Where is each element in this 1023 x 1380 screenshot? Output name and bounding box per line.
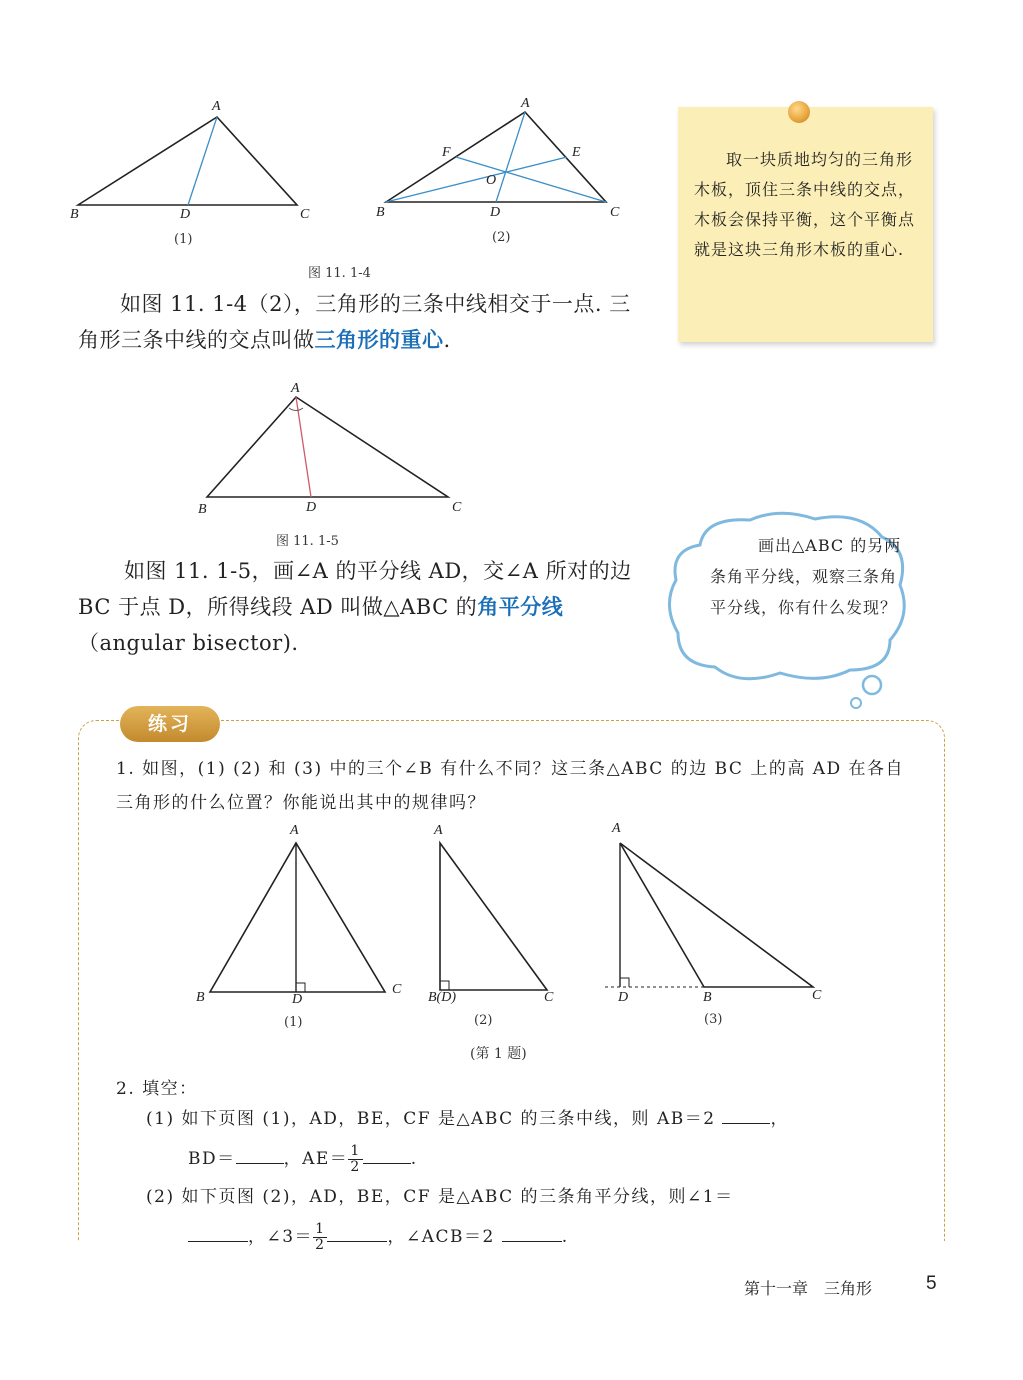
figure-caption: (第 1 题) <box>470 1046 527 1062</box>
vertex-label: D <box>618 990 629 1005</box>
vertex-label: A <box>521 96 530 111</box>
vertex-label: A <box>612 821 621 836</box>
vertex-label: C <box>392 982 402 997</box>
vertex-label: A <box>291 381 300 396</box>
vertex-label: C <box>300 207 310 222</box>
answer-blank[interactable] <box>188 1225 248 1242</box>
vertex-label: C <box>610 205 620 220</box>
vertex-label: O <box>486 173 497 188</box>
fraction-half: $\frac{1}{2}$ <box>350 1143 361 1175</box>
question-2-2-line1: (2) 如下页图 (2)，AD，BE，CF 是△ABC 的三条角平分线，则∠1＝ <box>146 1187 734 1207</box>
exercise-tab: 练习 <box>120 706 220 742</box>
subfigure-caption: (2) <box>474 1013 493 1028</box>
vertex-label: E <box>572 145 581 160</box>
side-note-text: 取一块质地均匀的三角形木板，顶住三条中线的交点，木板会保持平衡，这个平衡点就是这块三角形木板的重心. <box>694 150 916 259</box>
answer-blank[interactable] <box>236 1147 284 1164</box>
vertex-label: C <box>544 990 554 1005</box>
fraction-half: $\frac{1}{2}$ <box>315 1221 326 1253</box>
paragraph-angle-bisector: 如图 11. 1-5，画∠A 的平分线 AD，交∠A 所对的边 BC 于点 D，所得线段 AD 叫做△ABC 的角平分线（angular bisector). <box>78 559 632 655</box>
figure-altitude-acute <box>200 835 400 1000</box>
question-2-1-line2: BD＝ ，AE＝ $\frac{1}{2}$ . <box>188 1143 418 1175</box>
vertex-label: D <box>180 207 191 222</box>
vertex-label: B <box>70 207 79 222</box>
pushpin-icon <box>788 101 810 123</box>
question-1: 1. 如图，(1) (2) 和 (3) 中的三个∠B 有什么不同？这三条△ABC 的边 BC 上的高 AD 在各自三角形的什么位置？你能说出其中的规律吗？ <box>116 759 905 813</box>
vertex-label: D <box>292 992 303 1007</box>
figure-caption: 图 11. 1-5 <box>276 534 339 549</box>
vertex-label: D <box>306 500 317 515</box>
figure-altitude-right <box>430 835 560 1000</box>
vertex-label: C <box>452 500 462 515</box>
vertex-label: B <box>703 990 712 1005</box>
vertex-label: A <box>290 823 299 838</box>
vertex-label: D <box>490 205 501 220</box>
subfigure-caption: (1) <box>174 232 193 247</box>
chapter-title: 第十一章 三角形 <box>744 1279 873 1298</box>
vertex-label: F <box>442 145 451 160</box>
page-number: 5 <box>926 1273 937 1294</box>
subfigure-caption: (1) <box>284 1015 303 1030</box>
question-2-1-line1: (1) 如下页图 (1)，AD，BE，CF 是△ABC 的三条中线，则 AB＝2 ， <box>146 1109 789 1129</box>
figure-caption: 图 11. 1-4 <box>308 266 371 281</box>
vertex-label: A <box>212 99 221 114</box>
cloud-text: 画出△ABC 的另两条角平分线，观察三条角平分线，你有什么发现？ <box>710 536 902 617</box>
vertex-label: C <box>812 988 822 1003</box>
answer-blank[interactable] <box>502 1225 562 1242</box>
answer-blank[interactable] <box>722 1107 770 1124</box>
question-2-title: 2. 填空： <box>116 1079 198 1099</box>
vertex-label: A <box>434 823 443 838</box>
side-note <box>678 107 933 342</box>
vertex-label: B <box>376 205 385 220</box>
subfigure-caption: (2) <box>492 230 511 245</box>
vertex-label: B <box>198 502 207 517</box>
subfigure-caption: (3) <box>704 1012 723 1027</box>
vertex-label: B(D) <box>428 990 456 1005</box>
answer-blank[interactable] <box>327 1225 387 1242</box>
vertex-label: B <box>196 990 205 1005</box>
figure-median-1 <box>60 95 340 225</box>
paragraph-centroid: 如图 11. 1-4（2），三角形的三条中线相交于一点. 三角形三条中线的交点叫做三角形的重心. <box>78 292 631 352</box>
figure-angle-bisector <box>190 380 470 510</box>
figure-altitude-obtuse <box>600 835 830 1000</box>
question-2-2-line2: ，∠3＝ $\frac{1}{2}$ ，∠ACB＝2 . <box>188 1220 888 1254</box>
answer-blank[interactable] <box>363 1147 411 1164</box>
